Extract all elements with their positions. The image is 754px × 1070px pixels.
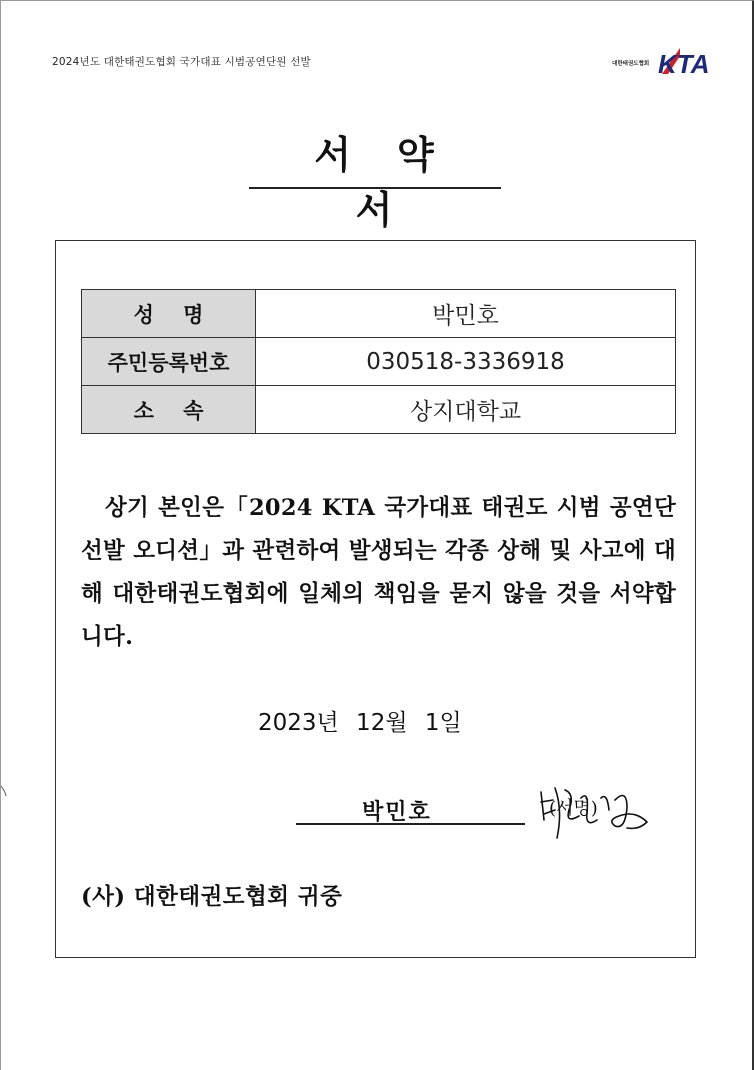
handwritten-signature bbox=[535, 780, 653, 844]
header-text: 2024년도 대한태권도협회 국가대표 시범공연단원 선발 bbox=[52, 56, 311, 68]
signature-line bbox=[296, 823, 525, 825]
kta-logo bbox=[612, 44, 710, 79]
logo-association-name: 대한태권도협회 bbox=[612, 61, 650, 67]
title-underline bbox=[249, 187, 501, 189]
pledge-date: 2023년 12월 1일 bbox=[258, 710, 462, 736]
table-row bbox=[82, 290, 676, 338]
info-table bbox=[81, 289, 676, 434]
resident-number-value: 030518-3336918 bbox=[256, 338, 676, 386]
signer-name: 박민호 bbox=[362, 799, 432, 825]
scan-mark bbox=[0, 784, 8, 798]
kta-logo-icon bbox=[656, 44, 710, 79]
resident-number-label: 주민등록번호 bbox=[82, 338, 256, 386]
addressee: (사) 대한태권도협회 귀중 bbox=[81, 884, 343, 910]
logo-mark-text: KTA bbox=[658, 49, 710, 79]
table-row bbox=[82, 338, 676, 386]
affiliation-label: 소 속 bbox=[82, 386, 256, 434]
pledge-text: 상기 본인은「2024 KTA 국가대표 태권도 시범 공연단 선발 오디션」과 관련하여 발생되는 각종 상해 및 사고에 대해 대한태권도협회에 일체의 책임을 묻지 않을 것을 서약합니다. bbox=[81, 495, 676, 650]
name-value: 박민호 bbox=[256, 290, 676, 338]
table-row bbox=[82, 386, 676, 434]
document-title: 서약서 bbox=[314, 132, 480, 232]
affiliation-value: 상지대학교 bbox=[256, 386, 676, 434]
name-label: 성 명 bbox=[82, 290, 256, 338]
seal-label: (서명) bbox=[549, 798, 598, 819]
